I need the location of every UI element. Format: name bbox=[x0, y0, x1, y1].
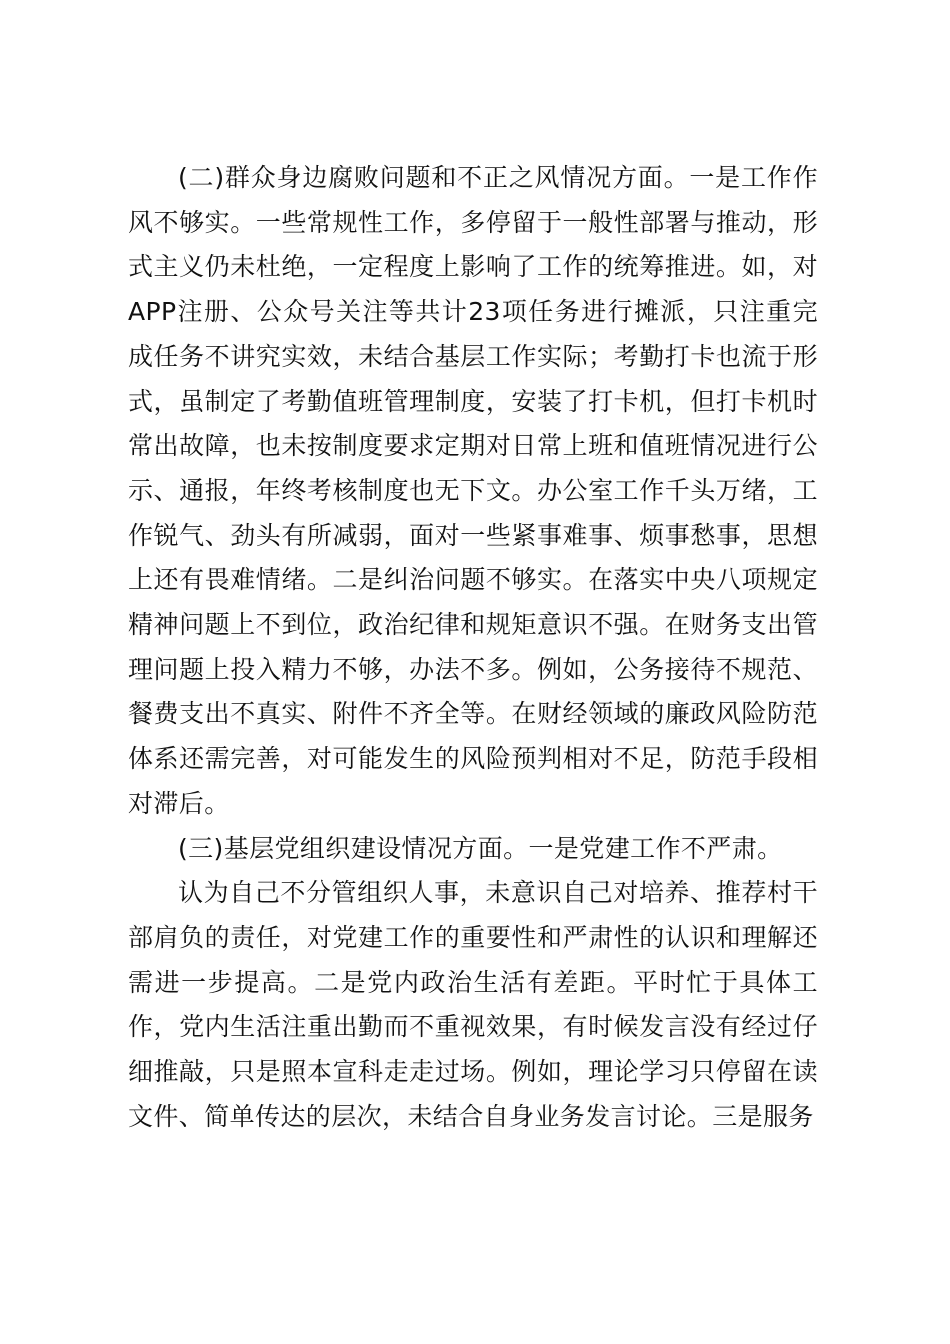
paragraph-section-three-body: 认为自己不分管组织人事，未意识自己对培养、推荐村干部肩负的责任，对党建工作的重要性和严肃性的认识和理解还需进一步提高。二是党内政治生活有差距。平时忙于具体工作，党内生活注重出勤而不重视效果，有时候发言没有经过仔细推敲，只是照本宣科走走过场。例如，理论学习只停留在读文件、简单传达的层次，未结合自身业务发言讨论。三是服务 bbox=[128, 878, 818, 1131]
paragraph-section-three-heading: (三)基层党组织建设情况方面。一是党建工作不严肃。 bbox=[178, 833, 783, 863]
paragraph-section-two: (二)群众身边腐败问题和不正之风情况方面。一是工作作风不够实。一些常规性工作，多停留于一般性部署与推动，形式主义仍未杜绝，一定程度上影响了工作的统筹推进。如，对APP注册、公众号关注等共计23项任务进行摊派，只注重完成任务不讲究实效，未结合基层工作实际；考勤打卡也流于形式，虽制定了考勤值班管理制度，安装了打卡机，但打卡机时常出故障，也未按制度要求定期对日常上班和值班情况进行公示、通报，年终考核制度也无下文。办公室工作千头万绪，工作锐气、劲头有所减弱，面对一些紧事难事、烦事愁事，思想上还有畏难情绪。二是纠治问题不够实。在落实中央八项规定精神问题上不到位，政治纪律和规矩意识不强。在财务支出管理问题上投入精力不够，办法不多。例如，公务接待不规范、餐费支出不真实、附件不齐全等。在财经领域的廉政风险防范体系还需完善，对可能发生的风险预判相对不足，防范手段相对滞后。 bbox=[128, 163, 818, 818]
document-body bbox=[128, 156, 818, 1139]
